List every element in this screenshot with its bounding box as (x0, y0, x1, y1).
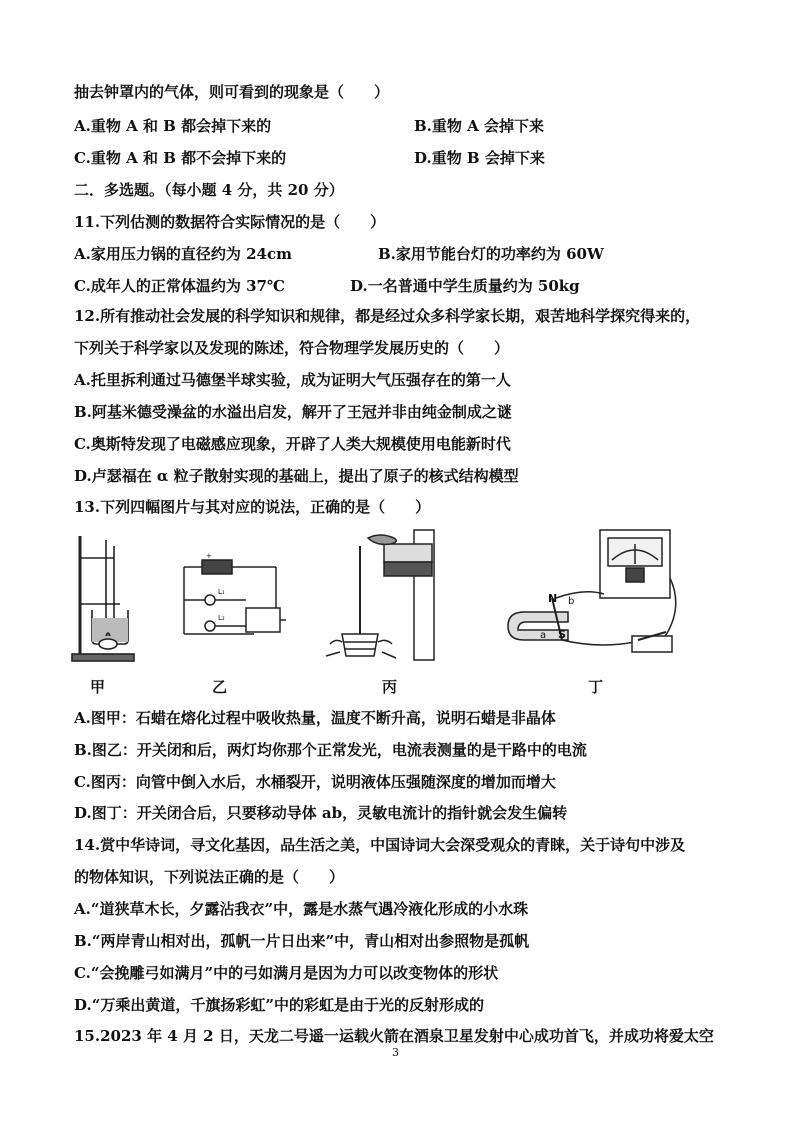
q14-option-d: D.“万乘出黄道，千旗扬彩虹”中的彩虹是由于光的反射形成的 (74, 996, 484, 1014)
page-number: 3 (392, 1046, 399, 1059)
label-l1: L₁ (218, 588, 225, 596)
label-b: b (568, 596, 575, 607)
q14-stem-line2: 的物体知识，下列说法正确的是（ ） (74, 868, 345, 886)
q12-option-c: C.奥斯特发现了电磁感应现象，开辟了人类大规模使用电能新时代 (74, 435, 511, 453)
switch-base (632, 636, 672, 652)
q12-stem-line1: 12.所有推动社会发展的科学知识和规律，都是经过众多科学家长期，艰苦地科学探究得来的， (74, 307, 701, 325)
q14-option-a: A.“道狭草木长，夕露沾我衣”中，露是水蒸气遇冷液化形成的小水珠 (74, 900, 529, 918)
caption-bing: 丙 (382, 678, 398, 696)
lamp-flame (106, 633, 110, 636)
q10-option-a: A.重物 A 和 B 都会掉下来的 (74, 117, 272, 135)
balcony-shadow (384, 562, 432, 576)
q10-option-d: D.重物 B 会掉下来 (414, 149, 545, 167)
label-l2: L₂ (218, 614, 225, 622)
q13-option-d: D.图丁：开关闭合后，只要移动导体 ab，灵敏电流计的指针就会发生偏转 (74, 804, 568, 822)
alcohol-lamp (99, 639, 117, 649)
figure-yi-circuit (176, 548, 292, 644)
caption-yi: 乙 (212, 678, 228, 696)
q14-option-b: B.“两岸青山相对出，孤帆一片日出来”中，青山相对出参照物是孤帆 (74, 932, 530, 950)
q12-option-d: D.卢瑟福在 α 粒子散射实现的基础上，提出了原子的核式结构模型 (74, 467, 519, 485)
q11-option-a: A.家用压力锅的直径约为 24cm (74, 245, 292, 263)
q12-option-b: B.阿基米德受澡盆的水溢出启发，解开了王冠并非由纯金制成之谜 (74, 403, 512, 421)
q13-option-a: A.图甲：石蜡在熔化过程中吸收热量，温度不断升高，说明石蜡是非晶体 (74, 709, 556, 727)
q11-option-c: C.成年人的正常体温约为 37℃ (74, 277, 285, 295)
q13-option-b: B.图乙：开关闭和后，两灯均你那个正常发光，电流表测量的是干路中的电流 (74, 741, 587, 759)
q13-stem: 13.下列四幅图片与其对应的说法，正确的是（ ） (74, 498, 431, 516)
q10-option-c: C.重物 A 和 B 都不会掉下来的 (74, 149, 287, 167)
q15-stem: 15.2023 年 4 月 2 日，天龙二号遥一运载火箭在酒泉卫星发射中心成功首飞，并成功将爱太空 (74, 1027, 714, 1045)
figure-ding-induction (504, 528, 690, 660)
figure-jia-heating-apparatus (68, 532, 140, 664)
battery (202, 560, 232, 574)
q10-option-b: B.重物 A 会掉下来 (414, 117, 544, 135)
barrel (342, 634, 378, 656)
q12-stem-line2: 下列关于科学家以及发现的陈述，符合物理学发展历史的（ ） (74, 339, 510, 357)
q14-option-c: C.“会挽雕弓如满月”中的弓如满月是因为力可以改变物体的形状 (74, 964, 499, 982)
stand-base (72, 654, 134, 661)
caption-jia: 甲 (90, 678, 106, 696)
ammeter (246, 608, 280, 632)
q14-stem-line1: 14.赏中华诗词，寻文化基因，品生活之美，中国诗词大会深受观众的青睐，关于诗句中涉及 (74, 836, 686, 854)
person-pouring (368, 535, 396, 544)
label-a: a (540, 630, 547, 641)
label-s: S (558, 628, 566, 641)
q13-option-c: C.图丙：向管中倒入水后，水桶裂开，说明液体压强随深度的增加而增大 (74, 773, 556, 791)
q11-option-d: D.一名普通中学生质量约为 50kg (350, 277, 580, 295)
q11-option-b: B.家用节能台灯的功率约为 60W (378, 245, 604, 263)
svg-text:+: + (206, 552, 212, 560)
balcony (384, 544, 432, 562)
figure-bing-barrel (320, 528, 448, 664)
q11-stem: 11.下列估测的数据符合实际情况的是（ ） (74, 213, 386, 231)
caption-ding: 丁 (588, 678, 604, 696)
label-n: N (548, 592, 558, 605)
q10-continuation: 抽去钟罩内的气体，则可看到的现象是（ ） (74, 83, 390, 101)
lamp-l1 (205, 595, 215, 605)
section-heading: 二．多选题。（每小题 4 分，共 20 分） (74, 181, 344, 199)
lamp-l2 (205, 621, 215, 631)
q12-option-a: A.托里拆利通过马德堡半球实验，成为证明大气压强存在的第一人 (74, 371, 511, 389)
